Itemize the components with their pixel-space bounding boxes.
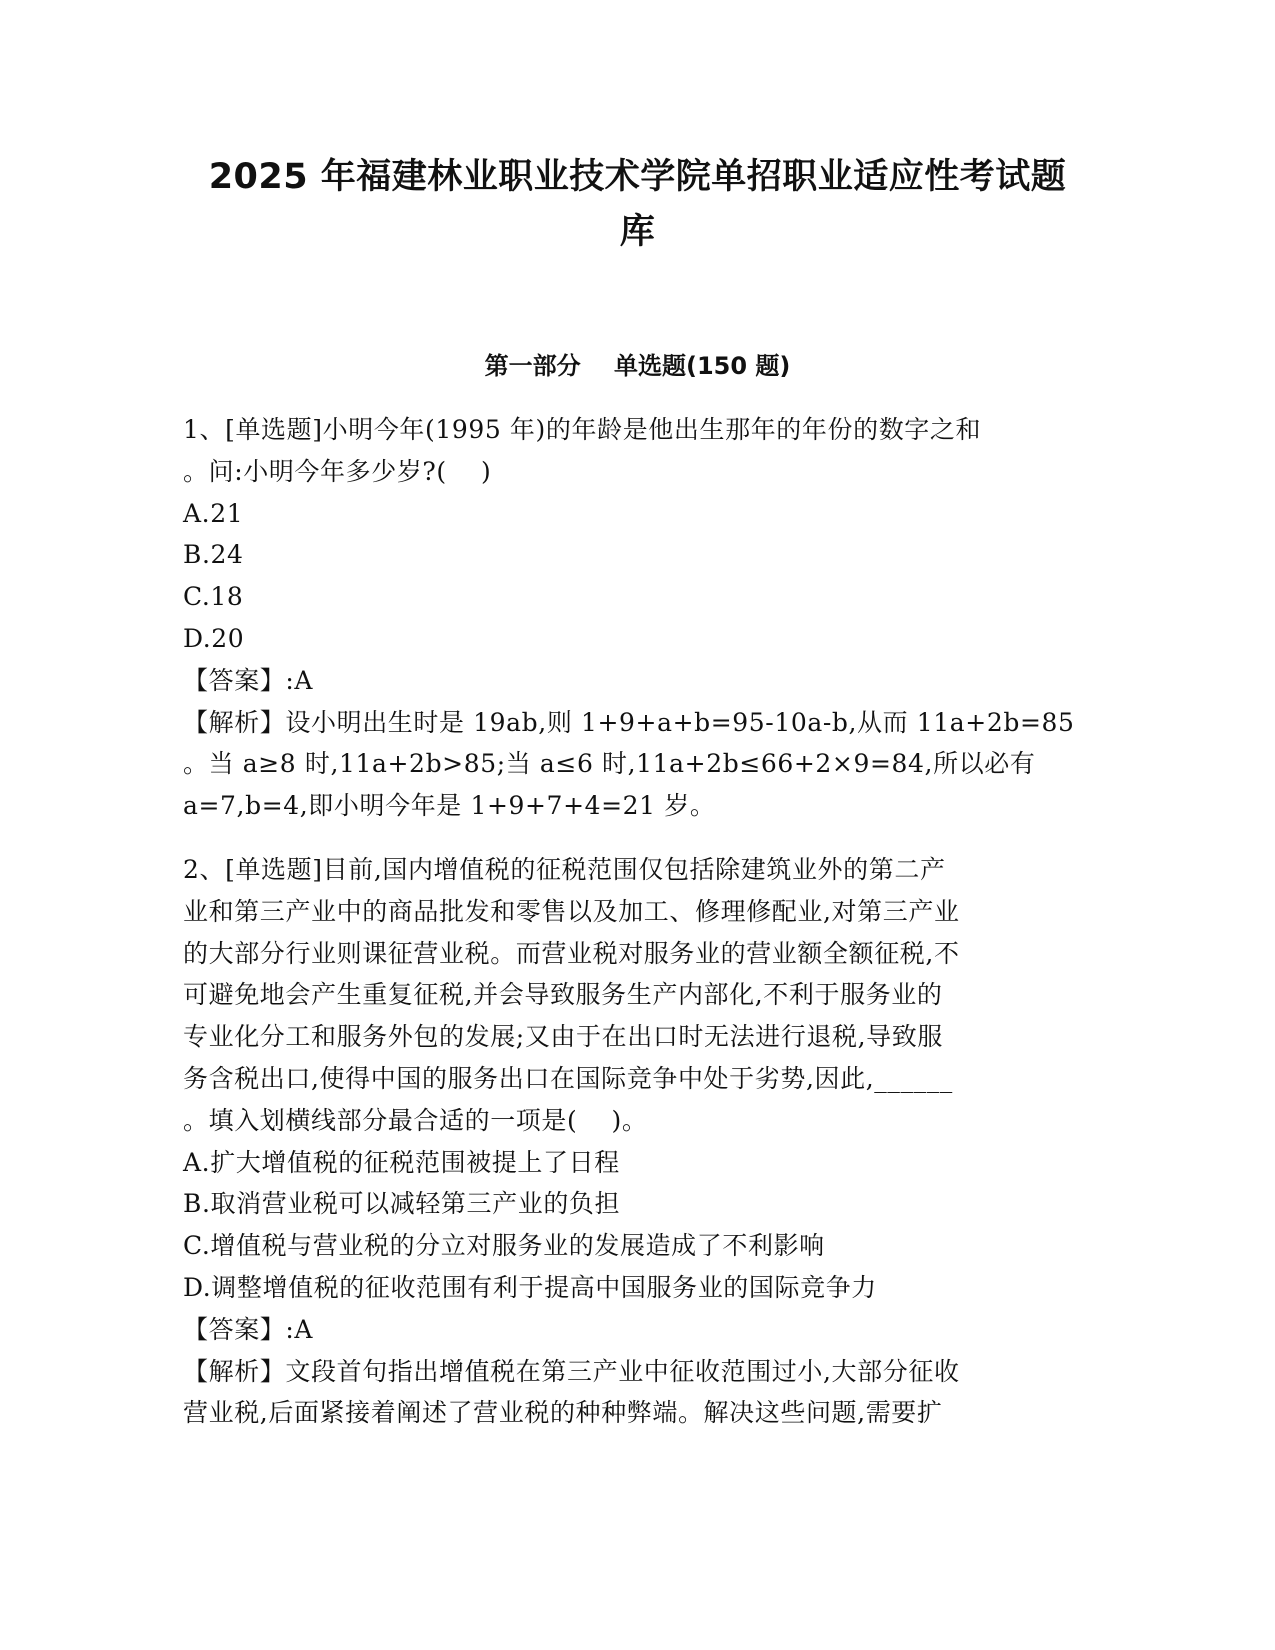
section-heading: 第一部分 单选题(150 题) bbox=[484, 352, 791, 380]
analysis-line: a=7,b=4,即小明今年是 1+9+7+4=21 岁。 bbox=[183, 791, 716, 821]
analysis-line: 。当 a≥8 时,11a+2b>85;当 a≤6 时,11a+2b≤66+2×9=84,所以必有 bbox=[183, 749, 1036, 779]
document-title bbox=[180, 150, 1095, 260]
stem-line: 。填入划横线部分最合适的一项是( )。 bbox=[183, 1105, 648, 1135]
option-list bbox=[183, 493, 1098, 660]
answer-line: 【答案】:A bbox=[183, 665, 314, 695]
analysis-block bbox=[183, 702, 1098, 827]
option-c: C.增值税与营业税的分立对服务业的发展造成了不利影响 bbox=[183, 1231, 825, 1261]
analysis-line: 【解析】设小明出生时是 19ab,则 1+9+a+b=95-10a-b,从而 11a+2b=85 bbox=[183, 707, 1075, 737]
option-b: B.取消营业税可以减轻第三产业的负担 bbox=[183, 1189, 621, 1219]
option-a: A.21 bbox=[183, 498, 244, 528]
stem-line: 务含税出口,使得中国的服务出口在国际竞争中处于劣势,因此,______ bbox=[183, 1063, 953, 1093]
analysis-block bbox=[183, 1351, 1098, 1435]
analysis-line: 营业税,后面紧接着阐述了营业税的种种弊端。解决这些问题,需要扩 bbox=[183, 1398, 943, 1428]
title-line-1: 2025 年福建林业职业技术学院单招职业适应性考试题 bbox=[208, 157, 1067, 197]
stem-line: 业和第三产业中的商品批发和零售以及加工、修理修配业,对第三产业 bbox=[183, 896, 960, 926]
option-d: D.调整增值税的征收范围有利于提高中国服务业的国际竞争力 bbox=[183, 1272, 877, 1302]
stem-line: 1、[单选题]小明今年(1995 年)的年龄是他出生那年的年份的数字之和 bbox=[183, 415, 982, 444]
stem-line: 2、[单选题]目前,国内增值税的征税范围仅包括除建筑业外的第二产 bbox=[183, 854, 946, 884]
question-1 bbox=[183, 409, 1098, 827]
option-list bbox=[183, 1142, 1098, 1309]
analysis-line: 【解析】文段首句指出增值税在第三产业中征收范围过小,大部分征收 bbox=[183, 1356, 960, 1386]
option-a: A.扩大增值税的征税范围被提上了日程 bbox=[183, 1147, 620, 1177]
stem-line: 可避免地会产生重复征税,并会导致服务生产内部化,不利于服务业的 bbox=[183, 980, 943, 1010]
option-d: D.20 bbox=[183, 623, 245, 653]
question-stem bbox=[183, 849, 1098, 1142]
option-b: B.24 bbox=[183, 540, 244, 570]
stem-line: 的大部分行业则课征营业税。而营业税对服务业的营业额全额征税,不 bbox=[183, 938, 960, 968]
title-line-2: 库 bbox=[619, 212, 656, 252]
answer-line: 【答案】:A bbox=[183, 1314, 314, 1344]
option-c: C.18 bbox=[183, 582, 244, 612]
stem-line: 。问:小明今年多少岁?( ) bbox=[183, 456, 492, 486]
question-2 bbox=[183, 849, 1098, 1434]
stem-line: 专业化分工和服务外包的发展;又由于在出口时无法进行退税,导致服 bbox=[183, 1022, 943, 1052]
question-stem bbox=[183, 409, 1098, 493]
question-list bbox=[183, 409, 1098, 1434]
